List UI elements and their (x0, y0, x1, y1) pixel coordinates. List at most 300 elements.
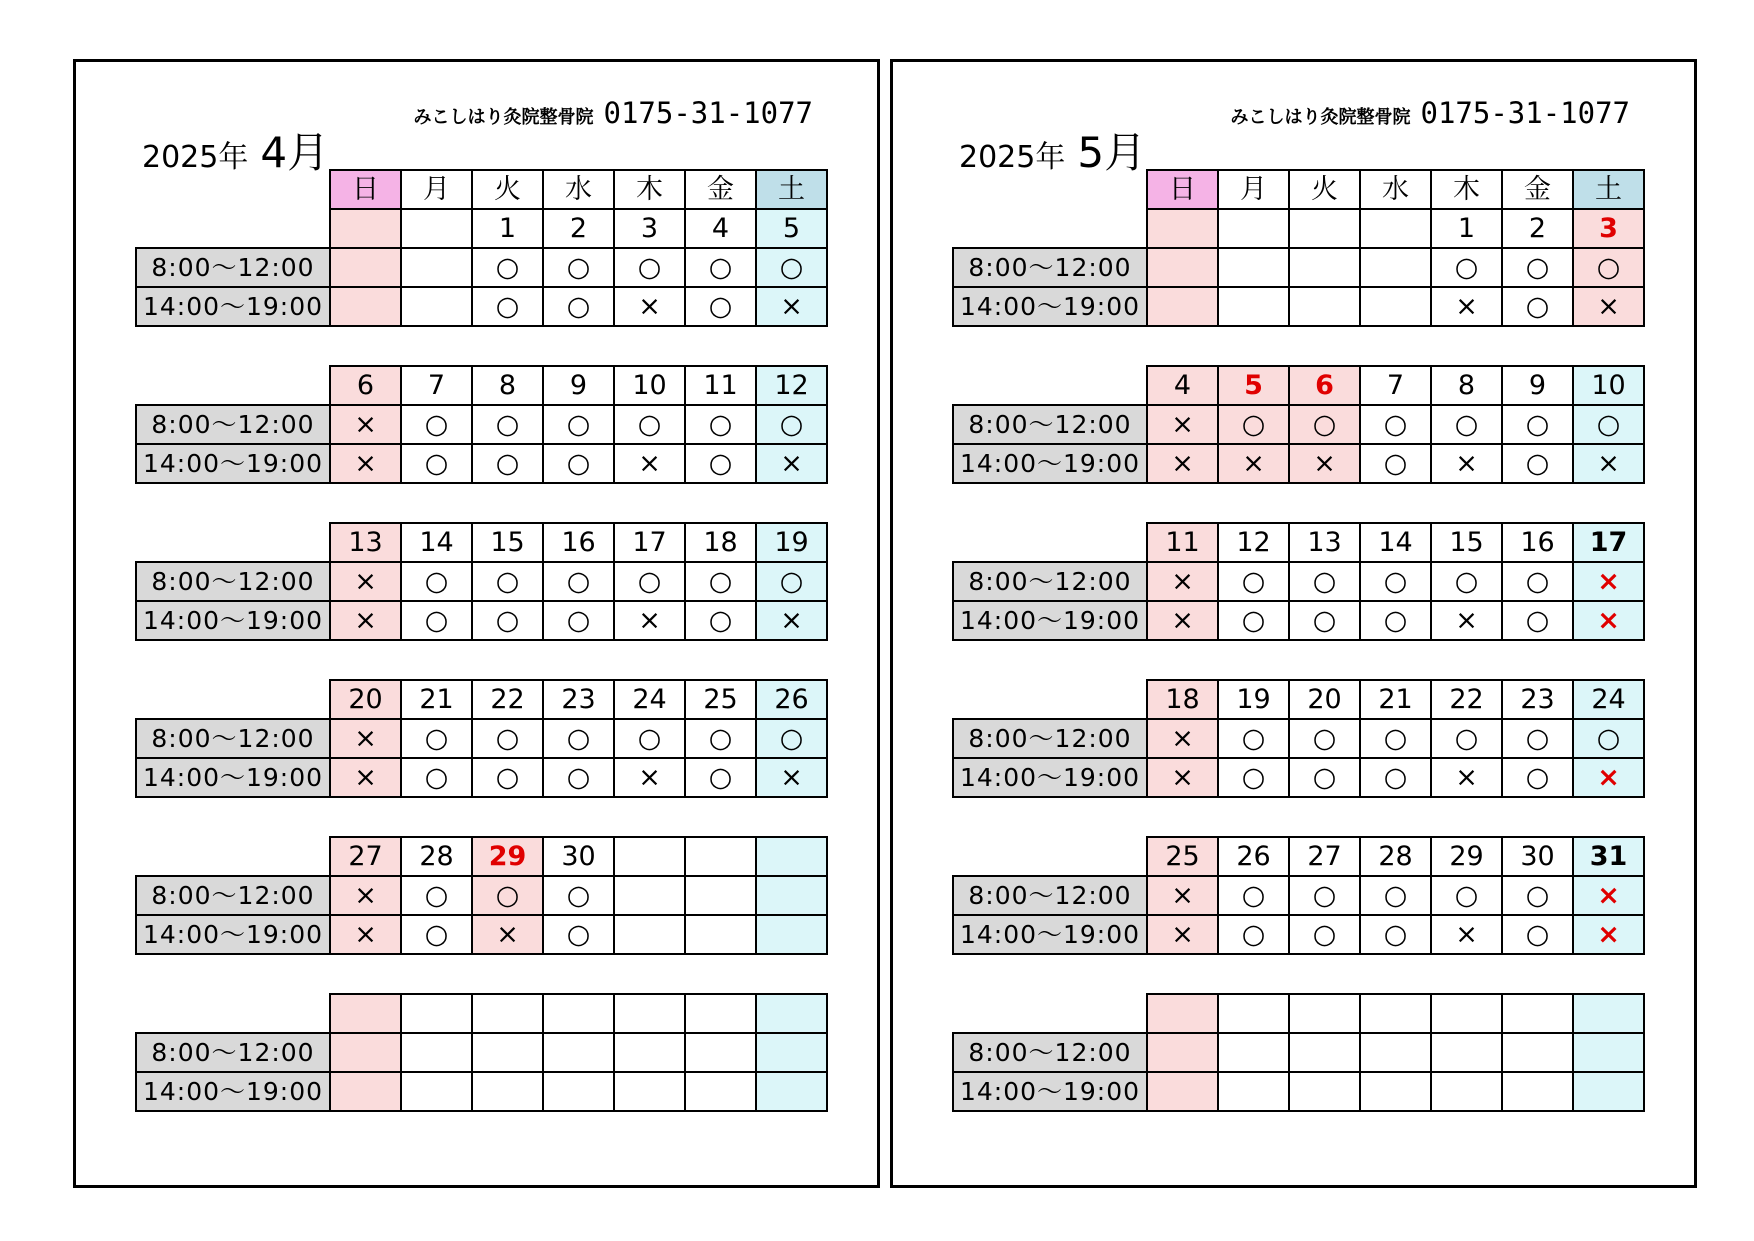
morning-row (136, 1033, 827, 1072)
morning-status (401, 1033, 472, 1072)
weekday-header: 月 (1218, 170, 1289, 209)
morning-status: ○ (614, 562, 685, 601)
day-number: 10 (614, 366, 685, 405)
morning-status: ○ (1218, 719, 1289, 758)
afternoon-status (1289, 287, 1360, 326)
afternoon-status (1360, 1072, 1431, 1111)
weekday-header: 水 (1360, 170, 1431, 209)
day-number (614, 994, 685, 1033)
day-row (953, 209, 1644, 248)
morning-hours-label: 8:00～12:00 (136, 1033, 330, 1072)
week-gap (953, 326, 1644, 366)
afternoon-status (756, 915, 827, 954)
afternoon-status: ○ (1218, 601, 1289, 640)
day-number: 15 (472, 523, 543, 562)
week-gap (953, 797, 1644, 837)
afternoon-status (1147, 1072, 1218, 1111)
day-number (685, 837, 756, 876)
afternoon-status: × (330, 915, 401, 954)
weekday-header: 木 (614, 170, 685, 209)
day-number: 19 (1218, 680, 1289, 719)
week-gap (953, 483, 1644, 523)
day-number: 27 (330, 837, 401, 876)
morning-status: ○ (472, 405, 543, 444)
day-number: 20 (330, 680, 401, 719)
header-spacer (953, 170, 1147, 209)
afternoon-status: ○ (543, 758, 614, 797)
afternoon-status (614, 915, 685, 954)
week-gap (953, 954, 1644, 994)
week-gap (136, 797, 827, 837)
day-row-spacer (953, 680, 1147, 719)
day-row (136, 837, 827, 876)
morning-status: ○ (614, 248, 685, 287)
morning-status: ○ (543, 405, 614, 444)
week-gap (136, 954, 827, 994)
day-number: 7 (401, 366, 472, 405)
day-number: 23 (1502, 680, 1573, 719)
afternoon-status: ○ (1502, 444, 1573, 483)
morning-hours-label: 8:00～12:00 (136, 248, 330, 287)
afternoon-status (543, 1072, 614, 1111)
afternoon-status: × (1147, 915, 1218, 954)
afternoon-status: ○ (401, 601, 472, 640)
morning-row (953, 248, 1644, 287)
day-number (1147, 209, 1218, 248)
morning-status (1289, 1033, 1360, 1072)
afternoon-status: × (1147, 758, 1218, 797)
day-number: 8 (472, 366, 543, 405)
morning-status: ○ (1218, 876, 1289, 915)
day-number: 16 (543, 523, 614, 562)
gap-cell (136, 797, 330, 837)
morning-status: × (1573, 876, 1644, 915)
afternoon-status (1573, 1072, 1644, 1111)
morning-status: ○ (472, 719, 543, 758)
morning-status: ○ (543, 719, 614, 758)
morning-status: ○ (1502, 405, 1573, 444)
afternoon-status (1289, 1072, 1360, 1111)
day-row (953, 680, 1644, 719)
afternoon-status (685, 915, 756, 954)
day-number: 6 (1289, 366, 1360, 405)
day-number: 17 (1573, 523, 1644, 562)
day-row (136, 994, 827, 1033)
day-number (756, 837, 827, 876)
morning-row (953, 1033, 1644, 1072)
morning-status (685, 876, 756, 915)
morning-status: ○ (1502, 719, 1573, 758)
morning-status (1218, 248, 1289, 287)
afternoon-hours-label: 14:00～19:00 (953, 444, 1147, 483)
morning-status: ○ (401, 562, 472, 601)
afternoon-status: ○ (1218, 915, 1289, 954)
day-number: 10 (1573, 366, 1644, 405)
afternoon-status: ○ (1502, 601, 1573, 640)
morning-row (953, 719, 1644, 758)
morning-status: ○ (1431, 562, 1502, 601)
day-number: 13 (1289, 523, 1360, 562)
afternoon-status: ○ (1360, 758, 1431, 797)
afternoon-status: × (330, 601, 401, 640)
gap-cell (953, 326, 1147, 366)
afternoon-row (953, 1072, 1644, 1111)
afternoon-status: ○ (1360, 601, 1431, 640)
morning-status (756, 876, 827, 915)
afternoon-hours-label: 14:00～19:00 (136, 601, 330, 640)
morning-status: ○ (1360, 876, 1431, 915)
day-number: 1 (1431, 209, 1502, 248)
afternoon-row (953, 915, 1644, 954)
afternoon-status: ○ (472, 287, 543, 326)
morning-row (136, 248, 827, 287)
afternoon-status (1431, 1072, 1502, 1111)
day-number: 21 (401, 680, 472, 719)
day-number: 14 (401, 523, 472, 562)
morning-status: × (330, 562, 401, 601)
day-number: 24 (1573, 680, 1644, 719)
afternoon-status: ○ (685, 601, 756, 640)
week-gap (136, 483, 827, 523)
afternoon-hours-label: 14:00～19:00 (953, 287, 1147, 326)
clinic-header (413, 96, 813, 130)
morning-status: × (1147, 719, 1218, 758)
morning-status (1502, 1033, 1573, 1072)
day-number: 11 (685, 366, 756, 405)
day-row-spacer (953, 994, 1147, 1033)
morning-hours-label: 8:00～12:00 (953, 562, 1147, 601)
afternoon-status: × (1573, 758, 1644, 797)
afternoon-status: ○ (1218, 758, 1289, 797)
morning-status: ○ (685, 562, 756, 601)
day-number (1431, 994, 1502, 1033)
morning-status: ○ (401, 719, 472, 758)
afternoon-status: ○ (1502, 287, 1573, 326)
day-number: 23 (543, 680, 614, 719)
day-number: 9 (543, 366, 614, 405)
afternoon-status: × (756, 287, 827, 326)
afternoon-status: ○ (543, 444, 614, 483)
day-number: 18 (685, 523, 756, 562)
morning-status: ○ (1502, 248, 1573, 287)
afternoon-hours-label: 14:00～19:00 (136, 915, 330, 954)
weekday-header: 火 (472, 170, 543, 209)
weekday-header: 日 (1147, 170, 1218, 209)
day-number: 12 (1218, 523, 1289, 562)
day-row (953, 837, 1644, 876)
gap-cell (953, 797, 1147, 837)
morning-status: × (1573, 562, 1644, 601)
day-number (1360, 209, 1431, 248)
day-number (1573, 994, 1644, 1033)
morning-status: ○ (1218, 562, 1289, 601)
day-number (472, 994, 543, 1033)
day-number: 5 (756, 209, 827, 248)
morning-status: ○ (1573, 719, 1644, 758)
morning-status: ○ (756, 248, 827, 287)
day-row (953, 523, 1644, 562)
clinic-name: みこしはり灸院整骨院 (413, 107, 594, 128)
gap-cell (953, 954, 1147, 994)
morning-status: ○ (1289, 876, 1360, 915)
clinic-phone: 0175-31-1077 (603, 96, 813, 130)
day-number (1502, 994, 1573, 1033)
morning-status (614, 1033, 685, 1072)
afternoon-status (1502, 1072, 1573, 1111)
morning-status (401, 248, 472, 287)
morning-status: ○ (472, 876, 543, 915)
morning-status (330, 1033, 401, 1072)
afternoon-row (136, 915, 827, 954)
day-number (543, 994, 614, 1033)
day-row (136, 523, 827, 562)
day-number (1289, 209, 1360, 248)
day-number: 18 (1147, 680, 1218, 719)
weekday-header: 木 (1431, 170, 1502, 209)
afternoon-status: ○ (1360, 444, 1431, 483)
afternoon-row (953, 444, 1644, 483)
morning-status (543, 1033, 614, 1072)
day-number: 25 (1147, 837, 1218, 876)
morning-status: ○ (1431, 876, 1502, 915)
day-row (136, 366, 827, 405)
day-number: 22 (1431, 680, 1502, 719)
day-number: 7 (1360, 366, 1431, 405)
morning-row (953, 405, 1644, 444)
afternoon-hours-label: 14:00～19:00 (136, 287, 330, 326)
afternoon-status (1218, 1072, 1289, 1111)
week-gap (953, 640, 1644, 680)
day-number: 8 (1431, 366, 1502, 405)
morning-status (1289, 248, 1360, 287)
afternoon-status: ○ (1289, 601, 1360, 640)
clinic-phone: 0175-31-1077 (1420, 96, 1630, 130)
afternoon-status: × (1431, 915, 1502, 954)
weekday-header: 日 (330, 170, 401, 209)
day-row (953, 994, 1644, 1033)
afternoon-status (401, 287, 472, 326)
day-row-spacer (136, 837, 330, 876)
day-number: 19 (756, 523, 827, 562)
afternoon-hours-label: 14:00～19:00 (136, 444, 330, 483)
afternoon-hours-label: 14:00～19:00 (136, 758, 330, 797)
weekday-header: 金 (685, 170, 756, 209)
morning-hours-label: 8:00～12:00 (953, 1033, 1147, 1072)
afternoon-status (1218, 287, 1289, 326)
morning-hours-label: 8:00～12:00 (136, 562, 330, 601)
title-month: 4月 (260, 128, 330, 177)
weekday-header: 金 (1502, 170, 1573, 209)
afternoon-row (953, 287, 1644, 326)
morning-status: ○ (543, 876, 614, 915)
day-number: 4 (685, 209, 756, 248)
afternoon-status: ○ (1502, 758, 1573, 797)
day-row-spacer (953, 837, 1147, 876)
morning-status: × (330, 405, 401, 444)
afternoon-status: ○ (401, 915, 472, 954)
afternoon-status: × (472, 915, 543, 954)
afternoon-status: ○ (1360, 915, 1431, 954)
day-row-spacer (136, 209, 330, 248)
afternoon-status (685, 1072, 756, 1111)
afternoon-status: × (1573, 444, 1644, 483)
title-year: 2025年 (959, 140, 1066, 175)
morning-status: × (1147, 876, 1218, 915)
morning-status (756, 1033, 827, 1072)
afternoon-status: × (330, 444, 401, 483)
afternoon-status: ○ (685, 444, 756, 483)
gap-cell (136, 326, 330, 366)
morning-status: ○ (1289, 719, 1360, 758)
afternoon-status: × (614, 758, 685, 797)
morning-status: × (330, 719, 401, 758)
afternoon-status: ○ (543, 915, 614, 954)
morning-hours-label: 8:00～12:00 (136, 405, 330, 444)
morning-status: ○ (1289, 405, 1360, 444)
afternoon-status: ○ (685, 287, 756, 326)
afternoon-status: × (1147, 601, 1218, 640)
afternoon-status: × (756, 758, 827, 797)
morning-status: ○ (1289, 562, 1360, 601)
weekday-header: 火 (1289, 170, 1360, 209)
morning-status: ○ (472, 248, 543, 287)
morning-status (1360, 1033, 1431, 1072)
morning-status: ○ (756, 562, 827, 601)
weekday-header: 土 (756, 170, 827, 209)
afternoon-status: × (756, 601, 827, 640)
afternoon-status: × (756, 444, 827, 483)
weekday-header: 水 (543, 170, 614, 209)
afternoon-status: ○ (472, 444, 543, 483)
day-number: 28 (1360, 837, 1431, 876)
day-number: 26 (756, 680, 827, 719)
afternoon-status: × (330, 758, 401, 797)
afternoon-status: ○ (543, 601, 614, 640)
afternoon-row (136, 444, 827, 483)
day-number: 14 (1360, 523, 1431, 562)
afternoon-status (1147, 287, 1218, 326)
afternoon-status (756, 1072, 827, 1111)
clinic-header (1230, 96, 1630, 130)
day-number (1218, 994, 1289, 1033)
morning-status (685, 1033, 756, 1072)
morning-status: ○ (1360, 405, 1431, 444)
day-number: 30 (1502, 837, 1573, 876)
morning-status (1431, 1033, 1502, 1072)
morning-row (136, 719, 827, 758)
morning-row (953, 876, 1644, 915)
day-number: 25 (685, 680, 756, 719)
morning-status (1147, 1033, 1218, 1072)
morning-status: ○ (1431, 719, 1502, 758)
morning-status: ○ (1573, 405, 1644, 444)
day-number: 17 (614, 523, 685, 562)
afternoon-row (953, 601, 1644, 640)
day-number (756, 994, 827, 1033)
afternoon-status (330, 1072, 401, 1111)
afternoon-status: × (1431, 758, 1502, 797)
morning-status: ○ (685, 405, 756, 444)
week-gap (136, 326, 827, 366)
title-year: 2025年 (142, 140, 249, 175)
day-number: 12 (756, 366, 827, 405)
title-month: 5月 (1077, 128, 1147, 177)
afternoon-hours-label: 14:00～19:00 (136, 1072, 330, 1111)
morning-status: ○ (614, 719, 685, 758)
morning-status: ○ (1360, 562, 1431, 601)
day-number: 5 (1218, 366, 1289, 405)
day-number: 29 (472, 837, 543, 876)
afternoon-status: × (1573, 601, 1644, 640)
gap-cell (136, 954, 330, 994)
morning-row (136, 562, 827, 601)
afternoon-status (472, 1072, 543, 1111)
morning-status: ○ (401, 405, 472, 444)
day-row-spacer (953, 523, 1147, 562)
afternoon-status: × (1573, 915, 1644, 954)
afternoon-status: × (1431, 601, 1502, 640)
afternoon-row (136, 601, 827, 640)
gap-cell (136, 483, 330, 523)
afternoon-status: × (1289, 444, 1360, 483)
morning-hours-label: 8:00～12:00 (953, 876, 1147, 915)
morning-row (136, 405, 827, 444)
day-number: 20 (1289, 680, 1360, 719)
afternoon-status: × (614, 601, 685, 640)
afternoon-status: ○ (1289, 915, 1360, 954)
morning-row (953, 562, 1644, 601)
morning-status: ○ (1431, 405, 1502, 444)
morning-status: ○ (614, 405, 685, 444)
afternoon-status: × (614, 444, 685, 483)
day-number (401, 209, 472, 248)
afternoon-status: × (614, 287, 685, 326)
afternoon-status (1360, 287, 1431, 326)
day-number: 15 (1431, 523, 1502, 562)
morning-status: ○ (1218, 405, 1289, 444)
day-row-spacer (136, 994, 330, 1033)
weekday-header: 土 (1573, 170, 1644, 209)
morning-status (1218, 1033, 1289, 1072)
morning-status (330, 248, 401, 287)
day-number: 16 (1502, 523, 1573, 562)
day-number: 2 (543, 209, 614, 248)
day-number: 11 (1147, 523, 1218, 562)
day-number: 9 (1502, 366, 1573, 405)
day-number: 31 (1573, 837, 1644, 876)
morning-status: ○ (685, 719, 756, 758)
day-number (685, 994, 756, 1033)
day-number: 29 (1431, 837, 1502, 876)
afternoon-status: × (1431, 287, 1502, 326)
afternoon-status (330, 287, 401, 326)
morning-status: ○ (1502, 562, 1573, 601)
day-row-spacer (136, 680, 330, 719)
afternoon-status: ○ (685, 758, 756, 797)
morning-status: ○ (1360, 719, 1431, 758)
morning-status (1573, 1033, 1644, 1072)
day-number (1360, 994, 1431, 1033)
afternoon-status: ○ (1289, 758, 1360, 797)
morning-hours-label: 8:00～12:00 (953, 405, 1147, 444)
day-number (1218, 209, 1289, 248)
day-row-spacer (953, 209, 1147, 248)
afternoon-status: ○ (543, 287, 614, 326)
afternoon-status: ○ (472, 601, 543, 640)
afternoon-status: × (1573, 287, 1644, 326)
day-number: 13 (330, 523, 401, 562)
day-number: 28 (401, 837, 472, 876)
